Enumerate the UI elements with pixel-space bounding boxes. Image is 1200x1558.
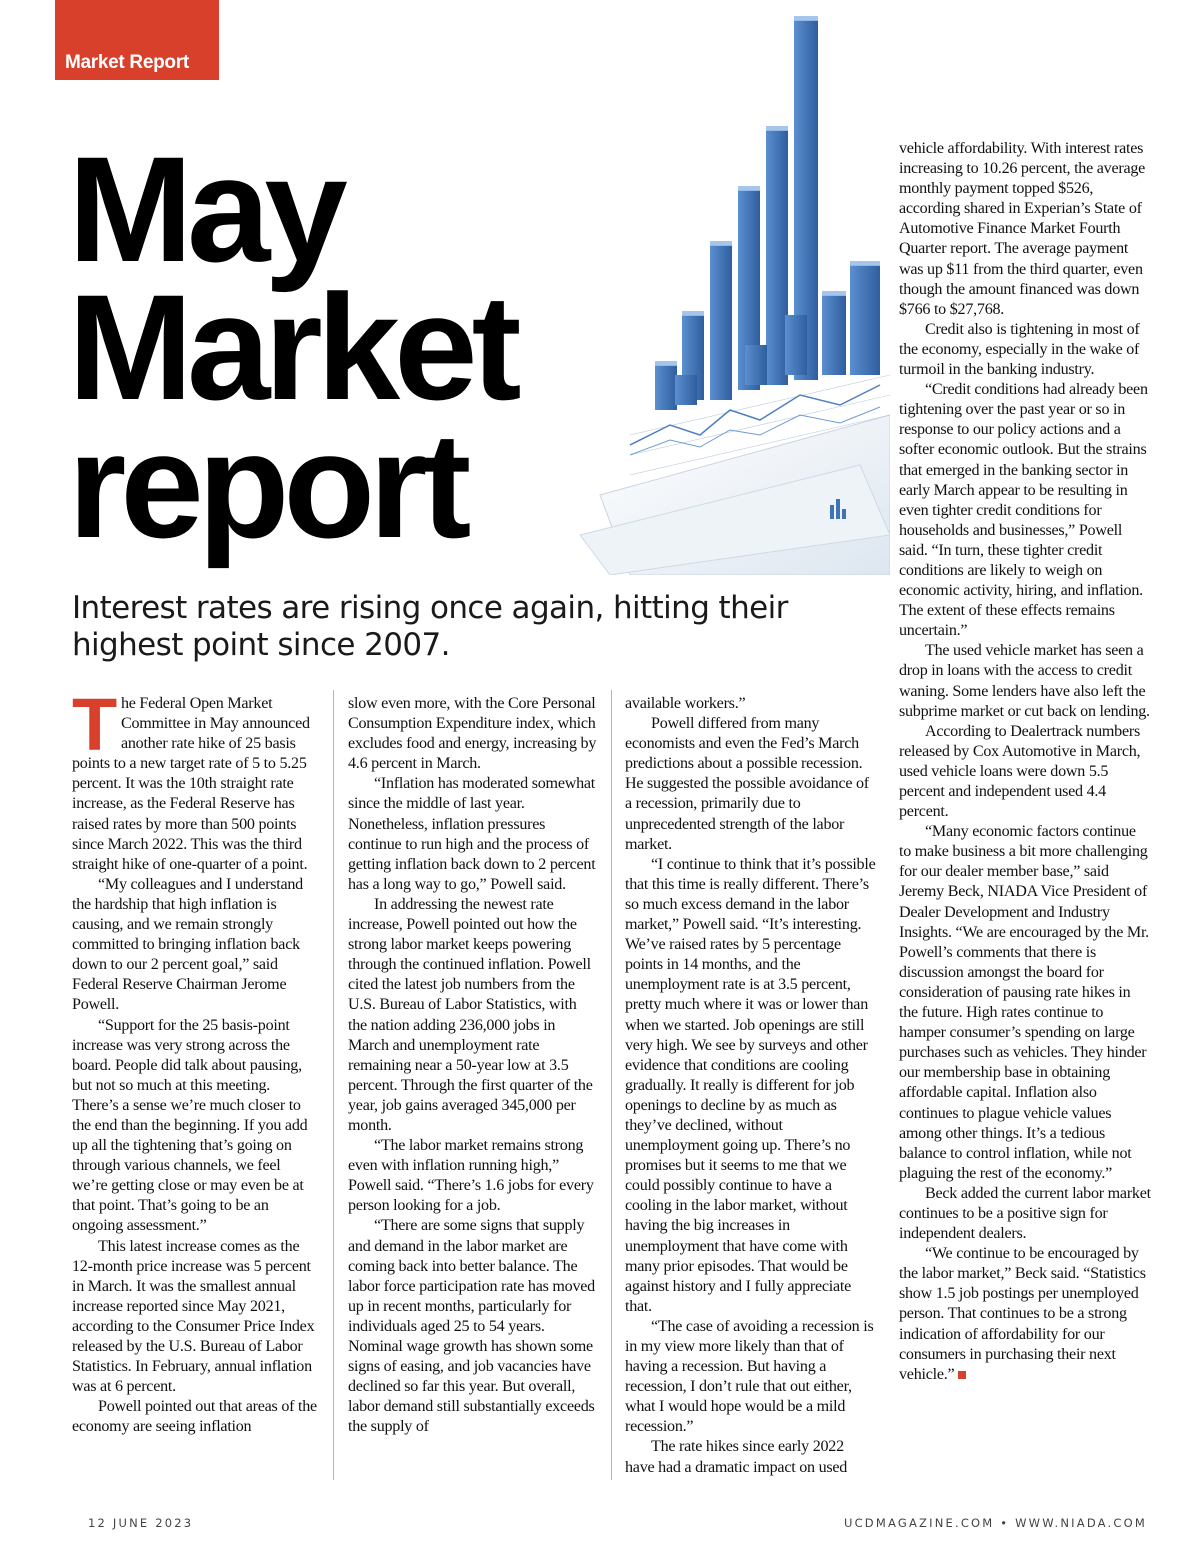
footer-url: UCDMAGAZINE.COM • WWW.NIADA.COM [843,1516,1147,1530]
article-paragraph: slow even more, with the Core Personal Consumption Expenditure index, which excludes food and energy, increasing by 4.6 percent in March. [348,695,597,773]
article-paragraph: “Credit conditions had already been tightening over the past year or so in response to our policy actions and a softer economic outlook. But the strains that emerged in the banking sector in early March appear to be resulting in even tighter credit conditions for households and businesses,” Powell said. “In turn, these tighter credit conditions are likely to weigh on economic activity, hiring, and inflation. The extent of these effects remains uncertain.” [899,381,1148,640]
section-tag-label: Market Report [65,52,189,73]
article-paragraph: Credit also is tightening in most of the economy, especially in the wake of turmoil in the banking industry. [899,320,1140,379]
article-paragraph: “Inflation has moderated somewhat since the middle of last year. Nonetheless, inflation pressures continue to run high and the process of getting inflation back down to 2 percent has a long way to go,” Powell said. [348,775,596,893]
article-paragraph: According to Dealertrack numbers released by Cox Automotive in March, used vehicle loans were down 5.5 percent and independent used 4.4 percent. [899,722,1141,821]
article-paragraph: “We continue to be encouraged by the labor market,” Beck said. “Statistics show 1.5 job postings per unemployed person. That continues to be a strong indication of affordability for our consumers in purchasing their next vehicle.” [899,1245,1146,1383]
article-paragraph: available workers.” [625,695,746,712]
article-paragraph: Powell differed from many economists and even the Fed’s March predictions about a possible recession. He suggested the possible avoidance of a recession, primarily due to unprecedented strength of the labor market. [625,715,869,853]
headline [68,125,516,569]
article-paragraph: “I continue to think that it’s possible that this time is really different. There’s so much excess demand in the labor market,” Powell said. “It’s interesting. We’ve raised rates by 5 percentage points in 14 months, and the unemployment rate is at 3.5 percent, pretty much where it was or lower than when we started. Job openings are still very high. We see by surveys and other evidence that conditions are cooling gradually. It really is different for job openings to decline by as much as they’ve declined, without unemployment going up. There’s no promises but it seems to me that we could possibly continue to have a cooling in the labor market, without having the big increases in unemployment that have come with many prior episodes. That would be against history and I fully appreciate that. [625,855,876,1315]
deck-subtitle: Interest rates are rising once again, hitting their highest point since 2007. [72,590,788,663]
article-paragraph: The rate hikes since early 2022 have had a dramatic impact on used [625,1438,848,1476]
page-folio: 12 JUNE 2023 [88,1516,194,1530]
headline-line-1: May [68,125,342,293]
article-paragraph: This latest increase comes as the 12-month price increase was 5 percent in March. It was the smallest annual increase reported since May 2021, according to the Consumer Price Index released by the U.S. Bureau of Labor Statistics. In February, annual inflation was at 6 percent. [72,1237,315,1396]
article-paragraph: In addressing the newest rate increase, Powell pointed out how the strong labor market keeps powering through the continued inflation. Powell cited the latest job numbers from the U.S. Bureau of Labor Statistics, with the nation adding 236,000 jobs in March and unemployment rate remaining near a 50-year low at 3.5 percent. Through the first quarter of the year, job gains averaged 345,000 per month. [348,895,593,1134]
headline-line-2: Market [68,263,516,431]
article-paragraph: “There are some signs that supply and demand in the labor market are coming back into better balance. The labor force participation rate has moved up in recent months, particularly for individuals aged 25 to 54 years. Nominal wage growth has shown some signs of easing, and job vacancies have declined so far this year. But overall, labor demand still substantially exceeds the supply of [348,1217,595,1436]
article-paragraph: “Many economic factors continue to make business a bit more challenging for our dealer member base,” said Jeremy Beck, NIADA Vice President of Dealer Development and Industry Insights. “We are encouraged by the Mr. Powell’s comments that there is discussion amongst the board for consideration of pausing rate hikes in the future. High rates continue to hamper consumer’s spending on large purchases such as vehicles. They hinder our membership base in obtaining affordable capital. Inflation also continues to plague vehicle values among other things. It’s a tedious balance to control inflation, while not plaguing the rest of the economy.” [899,823,1149,1182]
article-paragraph: The used vehicle market has seen a drop in loans with the access to credit waning. Some lenders have also left the subprime market or cut back on lending. [899,642,1150,720]
article-column-3 [625,694,877,1478]
end-mark-icon [958,1371,966,1379]
article-paragraph: “The labor market remains strong even with inflation running high,” Powell said. “There’s 1.6 jobs for every person looking for a job. [348,1137,594,1215]
article-paragraph: vehicle affordability. With interest rates increasing to 10.26 percent, the average monthly payment topped $526, according shared in Experian’s State of Automotive Finance Market Fourth Quarter report. The average payment was up $11 from the third quarter, even though the amount financed was down $766 to $27,768. [899,140,1146,318]
headline-line-3: report [68,401,466,569]
article-paragraph: “My colleagues and I understand the hardship that high inflation is causing, and we remain strongly committed to bringing inflation back down to our 2 percent goal,” said Federal Reserve Chairman Jerome Powell. [72,875,303,1014]
article-paragraph: The Federal Open Market Committee in May announced another rate hike of 25 basis points to a new target rate of 5 to 5.25 percent. It was the 10th straight rate increase, as the Federal Reserve has raised rates by more than 500 points since March 2022. This was the third straight hike of one-quarter of a point. [72,683,310,873]
drop-cap: T [72,683,117,766]
article-paragraph: “Support for the 25 basis-point increase was very strong across the board. People did talk about pausing, but not so much at this meeting. There’s a sense we’re much closer to the end than the beginning. If you add up all the tightening that’s going on through various channels, we feel we’re getting close or may even be at that point. That’s going to be an ongoing assessment.” [72,1016,308,1235]
article-column-1 [72,683,317,1437]
article-paragraph: “The case of avoiding a recession is in my view more likely than that of having a recession. But having a recession, I don’t rule that out either, what I would hope would be a mild recession.” [625,1317,874,1436]
article-paragraph: Beck added the current labor market continues to be a positive sign for independent dealers. [899,1184,1151,1243]
article-column-2 [348,694,598,1437]
column-divider [611,690,612,1480]
article-paragraph: Powell pointed out that areas of the economy are seeing inflation [72,1398,317,1436]
article-column-4 [899,139,1151,1385]
section-tag [55,0,219,80]
bar-chart-illustration [560,15,890,575]
column-divider [333,690,334,1480]
